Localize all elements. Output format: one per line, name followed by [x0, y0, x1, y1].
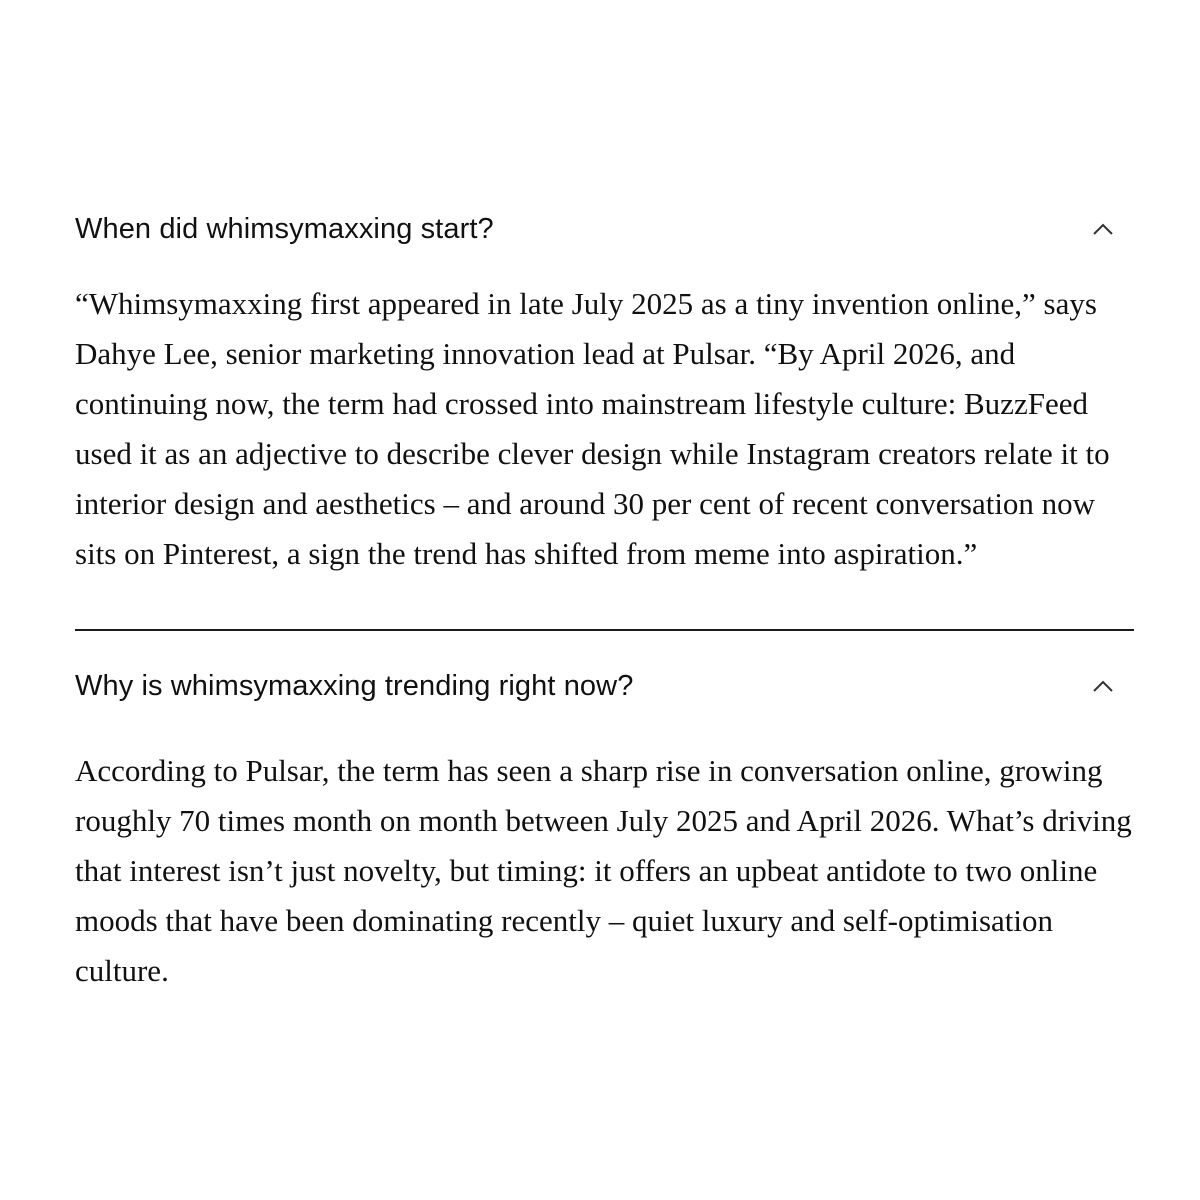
faq-toggle-when-start[interactable]: [75, 209, 1134, 249]
faq-accordion: [75, 0, 1134, 996]
divider: [75, 629, 1134, 631]
faq-question: Why is whimsymaxxing trending right now?: [75, 670, 634, 702]
faq-answer: “Whimsymaxxing first appeared in late July 2025 as a tiny invention online,” says Dahye Lee, senior marketing innovation lead at Pulsar. “By April 2026, and continuing now, the term had crossed into mainstream lifestyle culture: BuzzFeed used it as an adjective to describe clever design while Instagram creators relate it to interior design and aesthetics – and around 30 per cent of recent conversation now sits on Pinterest, a sign the trend has shifted from meme into aspiration.”: [75, 286, 1110, 571]
faq-question: When did whimsymaxxing start?: [75, 213, 494, 245]
faq-answer: According to Pulsar, the term has seen a sharp rise in conversation online, growing roughly 70 times month on month between July 2025 and April 2026. What’s driving that interest isn’t just novelty, but timing: it offers an upbeat antidote to two online moods that have been dominating recently – quiet luxury and self-optimisation culture.: [75, 753, 1132, 988]
faq-item-when-start: [75, 209, 1134, 579]
chevron-up-icon[interactable]: [1090, 673, 1116, 699]
chevron-up-icon[interactable]: [1090, 216, 1116, 242]
faq-item-why-trending: [75, 666, 1134, 996]
faq-toggle-why-trending[interactable]: [75, 666, 1134, 706]
